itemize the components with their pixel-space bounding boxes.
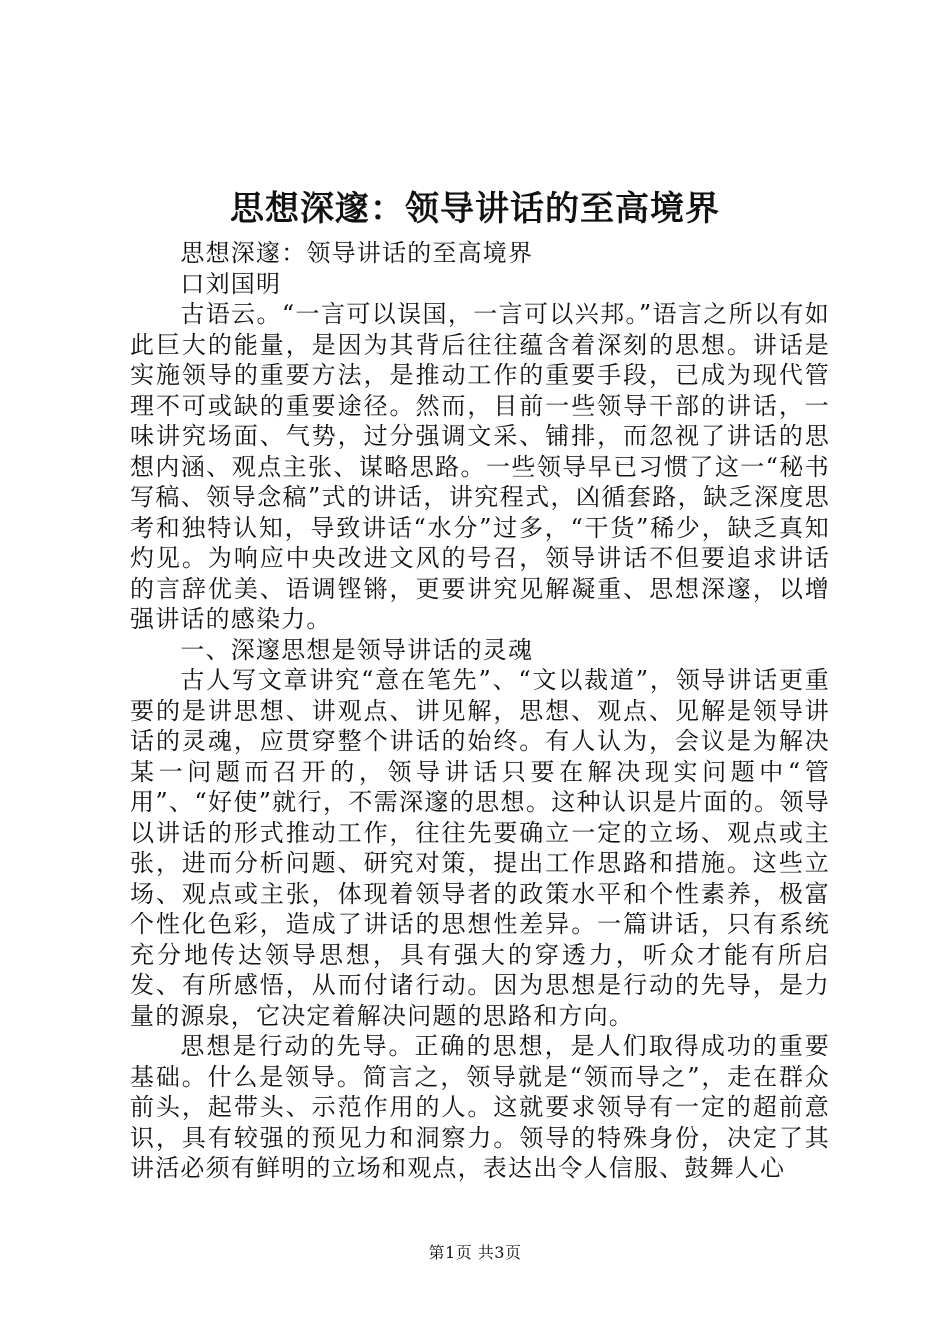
paragraph-author: 口刘国明 xyxy=(180,269,282,298)
paragraph-subtitle: 思想深邃：领导讲话的至高境界 xyxy=(180,239,534,267)
document-body xyxy=(130,238,830,1184)
paragraph-intro: 古语云。“一言可以误国，一言可以兴邦。”语言之所以有如此巨大的能量，是因为其背后往往蕴含着深刻的思想。讲话是实施领导的重要方法，是推动工作的重要手段，已成为现代管理不可或缺的重要途径。然而，目前一些领导干部的讲话，一味讲究场面、气势，过分强调文采、铺排，而忽视了讲话的思想内涵、观点主张、谋略思路。一些领导早已习惯了这一“秘书写稿、领导念稿”式的讲话，讲究程式，凶循套路，缺乏深度思考和独特认知，导致讲话“水分”过多，“干货”稀少，缺乏真知灼见。为响应中央改进文风的号召，领导讲话不但要追求讲话的言辞优美、语调铿锵，更要讲究见解凝重、思想深邃，以增强讲话的感染力。 xyxy=(130,300,830,633)
document-title: 思想深邃：领导讲话的至高境界 xyxy=(230,189,720,229)
section-heading-1: 一、深邃思想是领导讲话的灵魂 xyxy=(180,635,534,664)
page-footer: 第1页 共3页 xyxy=(428,1243,522,1262)
paragraph-leadership: 思想是行动的先导。正确的思想，是人们取得成功的重要基础。什么是领导。简言之，领导就是“领而导之”，走在群众前头，起带头、示范作用的人。这就要求领导有一定的超前意识，具有较强的预见力和洞察力。领导的特殊身份，决定了其讲活必须有鲜明的立场和观点，表达出令人信服、鼓舞人心 xyxy=(130,1032,830,1182)
paragraph-section-1: 古人写文章讲究“意在笔先”、“文以裁道”，领导讲话更重要的是讲思想、讲观点、讲见解，思想、观点、见解是领导讲话的灵魂，应贯穿整个讲话的始终。有人认为，会议是为解决某一问题而召开的，领导讲话只要在解决现实问题中“管用”、“好使”就行，不需深邃的思想。这种认识是片面的。领导以讲话的形式推动工作，往往先要确立一定的立场、观点或主张，进而分析问题、研究对策，提出工作思路和措施。这些立场、观点或主张，体现着领导者的政策水平和个性素养，极富个性化色彩，造成了讲话的思想性差异。一篇讲话，只有系统充分地传达领导思想，具有强大的穿透力，听众才能有所启发、有所感悟，从而付诸行动。因为思想是行动的先导，是力量的源泉，它决定着解决问题的思路和方向。 xyxy=(130,666,830,1030)
